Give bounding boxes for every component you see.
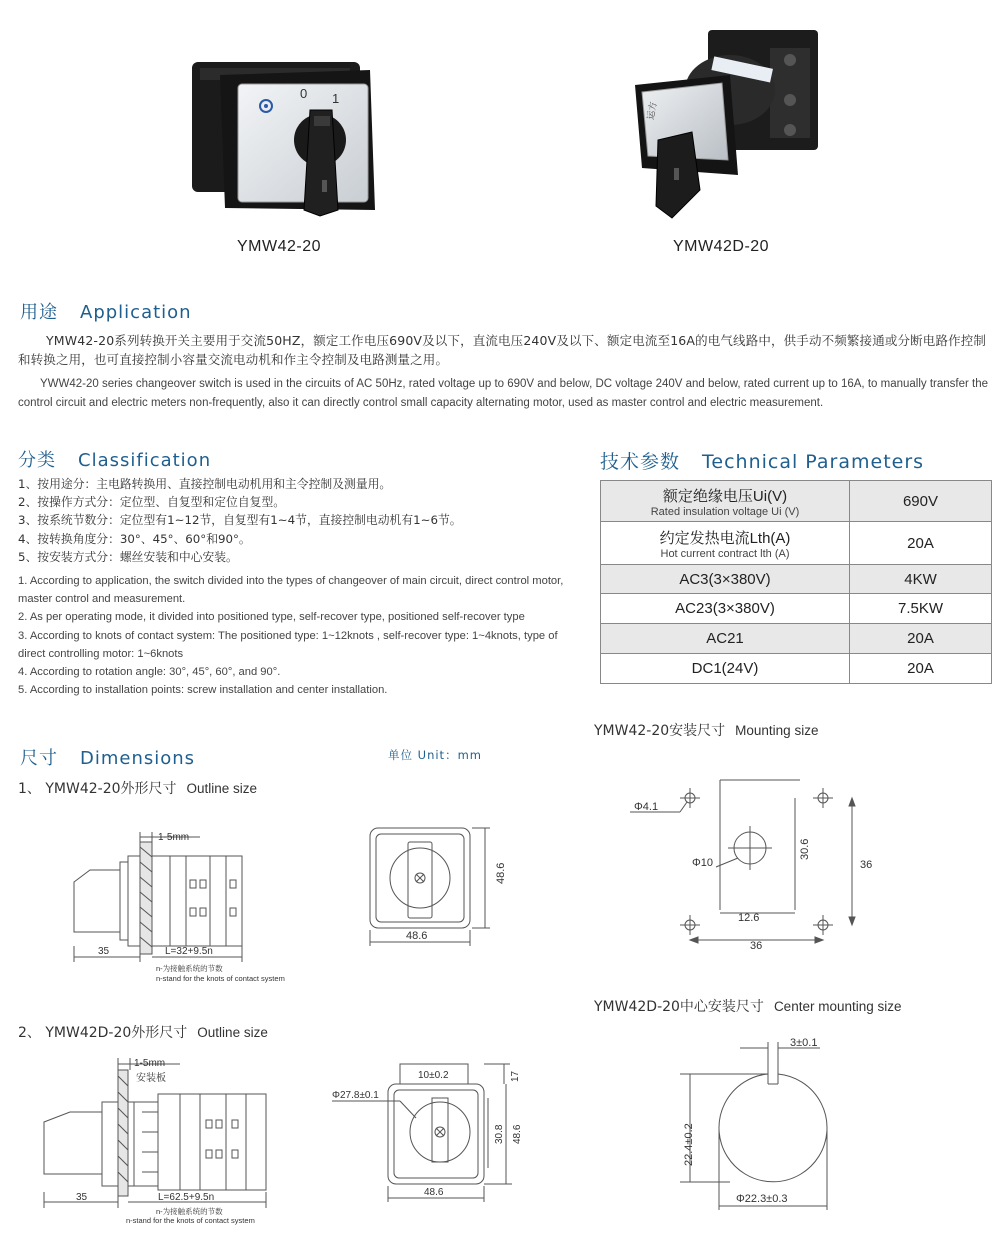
- product-caption-ymw42-20: YMW42-20: [237, 238, 322, 255]
- outline1-height-label: 48.6: [495, 862, 507, 884]
- mounting-d126-label: 12.6: [738, 912, 760, 924]
- product-photo-ymw42-20: [180, 40, 390, 225]
- application-title: [20, 298, 192, 324]
- outline1-gap-label: 1-5mm: [158, 832, 190, 843]
- outline2-length-label: L=62.5+9.5n: [158, 1192, 215, 1203]
- param-name: 约定发热电流Lth(A): [659, 529, 791, 547]
- list-item: 5、按安装方式分：螺丝安装和中心安装。: [18, 549, 238, 564]
- application-text-cn: YMW42-20系列转换开关主要用于交流50HZ，额定工作电压690V及以下，直流电压240V及以下、额定电流至16A的电气线路中，供手动不频繁接通或分断电路作控制和转换之用，也可直接控制小容量交流电动机和作主令控制及电路测量之用。: [18, 333, 987, 367]
- dial-label-1: 1: [332, 91, 340, 106]
- center-title-cn: YMW42D-20中心安装尺寸: [594, 999, 764, 1015]
- outline2-gap-label: 1-5mm: [134, 1058, 166, 1069]
- classification-title-en: Classification: [78, 450, 212, 471]
- mounting-title-en: Mounting size: [735, 723, 819, 738]
- param-name: AC21: [706, 630, 744, 647]
- table-row: [601, 624, 992, 654]
- center-dia-label: Φ22.3±0.3: [736, 1193, 788, 1205]
- outline1-width-label: 48.6: [406, 930, 428, 942]
- param-name: 额定绝缘电压Ui(V): [662, 487, 788, 505]
- center-title: [594, 996, 902, 1016]
- list-item: 2. As per operating mode, it divided into positioned type, self-recover type, positioned self-recover type: [18, 611, 525, 624]
- outline1-note-en: n-stand for the knots of contact system: [156, 974, 285, 983]
- mounting-d36h-label: 36: [750, 940, 763, 952]
- param-value: 4KW: [904, 570, 937, 588]
- product-photo-ymw42d-20: [620, 20, 830, 225]
- center-mounting-drawing: [670, 1030, 870, 1215]
- outline2-d30-label: 30.8: [494, 1124, 505, 1144]
- table-row: [601, 594, 992, 624]
- list-item: 3、按系统节数分：定位型有1~12节，自复型有1~4节，直接控制电动机有1~6节。: [18, 513, 462, 528]
- param-value: 690V: [902, 492, 939, 510]
- outline2-top-label: 10±0.2: [418, 1070, 449, 1081]
- dial-label-0: 0: [300, 86, 308, 101]
- list-item: 1. According to application, the switch divided into the types of changeover of main circuit, direct control motor, master control and measurement.: [18, 575, 564, 606]
- application-title-cn: 用途: [20, 302, 58, 323]
- outline2-note-cn: n-为接触系统的节数: [156, 1207, 223, 1216]
- outline2-d35-label: 35: [76, 1192, 88, 1203]
- center-title-en: Center mounting size: [773, 999, 902, 1014]
- application-title-en: Application: [80, 302, 192, 323]
- outline1-title-en: Outline size: [186, 781, 258, 796]
- list-item: 4. According to rotation angle: 30°, 45°, 60°, and 90°.: [18, 666, 281, 679]
- table-row: [601, 522, 992, 565]
- outline2-d17-label: 17: [510, 1070, 521, 1082]
- product-caption-ymw42d-20: YMW42D-20: [673, 238, 770, 255]
- technical-table: [600, 480, 992, 684]
- outline1-title: [18, 778, 257, 798]
- outline2-d48-label: 48.6: [512, 1124, 523, 1144]
- outline1-front-drawing: [360, 822, 510, 952]
- outline1-d35-label: 35: [98, 946, 110, 957]
- outline2-title-en: Outline size: [197, 1025, 268, 1040]
- param-value: 20A: [907, 534, 934, 552]
- param-name: AC3(3×380V): [679, 570, 771, 588]
- dial-label-remote: 运方: [645, 100, 659, 121]
- dimensions-title-en: Dimensions: [80, 748, 196, 769]
- mounting-phi10-label: Φ10: [692, 857, 714, 869]
- outline1-length-label: L=32+9.5n: [165, 946, 213, 957]
- list-item: 3. According to knots of contact system: The positioned type: 1~12knots , self-recover type: 1~4knots, type of direct controlling motor: 1~6knots: [18, 629, 558, 660]
- mounting-drawing: [620, 770, 890, 955]
- outline2-title: [18, 1022, 268, 1042]
- outline2-title-cn: 2、 YMW42D-20外形尺寸: [18, 1025, 188, 1041]
- param-value: 20A: [907, 660, 934, 677]
- table-row: [601, 565, 992, 594]
- center-key-label: 3±0.1: [790, 1037, 818, 1049]
- mounting-d306-label: 30.6: [799, 838, 811, 860]
- outline2-note-en: n-stand for the knots of contact system: [126, 1216, 255, 1225]
- list-item: 1、按用途分：主电路转换用、直接控制电动机用和主令控制及测量用。: [18, 477, 392, 491]
- mounting-title: [594, 720, 818, 740]
- outline2-phi-label: Φ27.8±0.1: [332, 1090, 379, 1101]
- dimensions-title-cn: 尺寸: [20, 748, 58, 769]
- outline1-side-drawing: [60, 822, 320, 987]
- classification-list-cn: [18, 475, 588, 566]
- param-value: 20A: [907, 630, 934, 647]
- mounting-d36v-label: 36: [860, 859, 873, 871]
- technical-title-en: Technical Parameters: [702, 451, 925, 473]
- unit-label: 单位 Unit：mm: [388, 748, 482, 762]
- list-item: 2、按操作方式分：定位型、自复型和定位自复型。: [18, 495, 286, 510]
- param-name: AC23(3×380V): [675, 600, 775, 617]
- outline1-title-cn: 1、 YMW42-20外形尺寸: [18, 781, 177, 797]
- param-name-en: Rated insulation voltage Ui (V): [650, 505, 800, 518]
- center-height-label: 22.4±0.2: [683, 1123, 695, 1166]
- technical-title-cn: 技术参数: [600, 451, 681, 473]
- table-row: [601, 654, 992, 684]
- mounting-title-cn: YMW42-20安装尺寸: [594, 723, 726, 739]
- technical-title: [600, 447, 924, 474]
- outline1-note-cn: n-为接触系统的节数: [156, 964, 223, 973]
- outline2-side-drawing: [30, 1052, 320, 1227]
- classification-title: [18, 446, 211, 472]
- list-item: 5. According to installation points: screw installation and center installation.: [18, 684, 388, 697]
- classification-list-en: [18, 572, 578, 699]
- param-value: 7.5KW: [897, 600, 943, 617]
- dimensions-title: [20, 744, 195, 770]
- classification-title-cn: 分类: [18, 450, 56, 471]
- param-name: DC1(24V): [691, 660, 759, 677]
- mounting-phi41-label: Φ4.1: [634, 801, 659, 813]
- table-row: [601, 481, 992, 522]
- outline2-plate-label: 安装板: [136, 1073, 166, 1084]
- outline2-front-drawing: [330, 1058, 530, 1208]
- list-item: 4、按转换角度分：30°、45°、60°和90°。: [18, 531, 251, 546]
- param-name-en: Hot current contract lth (A): [660, 547, 790, 560]
- outline2-width-label: 48.6: [424, 1187, 444, 1198]
- application-text-en: YWW42-20 series changeover switch is used in the circuits of AC 50Hz, rated voltage up to 690V and below, DC voltage 240V and below, rated current up to 16A, to manually transfer the control circuit and electric meters non-frequently, also it can directly control small capacity alternating motor, used as master control and electric measurement.: [18, 378, 988, 409]
